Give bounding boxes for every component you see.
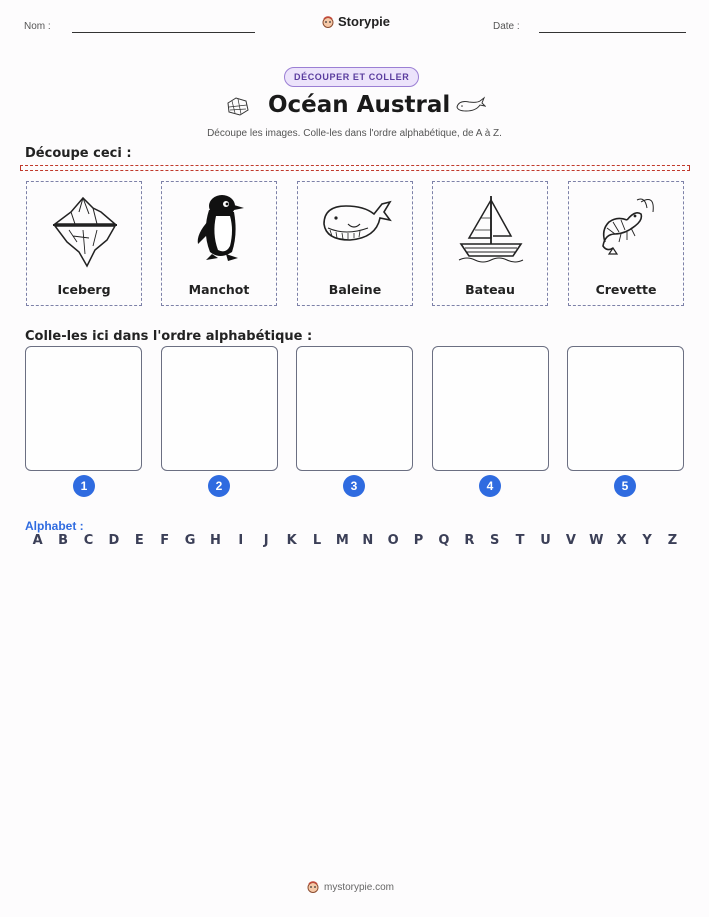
alphabet-letter: K [286,533,297,548]
footer [307,881,394,893]
activity-badge: DÉCOUPER ET COLLER [284,67,419,87]
date-line[interactable] [539,32,686,33]
shrimp-icon [591,190,663,270]
page-title: Océan Austral [268,92,451,118]
card-label: Manchot [188,282,250,297]
ice-blocks-icon [226,95,250,117]
cut-line [20,165,690,171]
number-badge: 2 [208,475,230,497]
instructions: Découpe les images. Colle-les dans l'ordre alphabétique, de A à Z. [207,128,502,139]
paste-box-3[interactable] [296,346,413,471]
card-label: Iceberg [57,282,111,297]
paste-box-2[interactable] [161,346,278,471]
alphabet-letter: Y [642,533,652,548]
small-whale-icon [454,96,486,114]
name-label: Nom : [24,21,51,32]
alphabet-letter: M [335,533,349,548]
penguin-icon [184,190,256,270]
alphabet-letter: C [83,533,94,548]
alphabet-letter: P [413,533,424,548]
alphabet-letter: U [540,533,551,548]
whale-icon [320,190,392,270]
alphabet-letter: S [490,533,500,548]
alphabet-letter: F [160,533,170,548]
sailboat-icon [455,190,527,270]
paste-box-5[interactable] [567,346,684,471]
alphabet-letter: D [108,533,120,548]
number-badge: 4 [479,475,501,497]
alphabet-letter: Z [667,533,678,548]
alphabet-letter: A [32,533,43,548]
storypie-logo-icon [322,16,334,28]
alphabet-letter: X [616,533,627,548]
cut-heading: Découpe ceci : [25,146,132,161]
card-iceberg[interactable] [26,181,142,306]
alphabet-letter: O [387,533,399,548]
alphabet-letter: V [565,533,576,548]
alphabet-letter: H [209,533,221,548]
number-badge: 3 [343,475,365,497]
brand-name: Storypie [338,14,391,29]
alphabet-letter: G [184,533,196,548]
card-bateau[interactable] [432,181,548,306]
paste-box-4[interactable] [432,346,549,471]
alphabet-letter: L [312,533,322,548]
card-label: Crevette [595,282,657,297]
paste-box-1[interactable] [25,346,142,471]
date-label: Date : [493,21,520,32]
number-badge: 5 [614,475,636,497]
alphabet-letter: T [515,533,525,548]
alphabet-letter: R [464,533,475,548]
paste-heading: Colle-les ici dans l'ordre alphabétique : [25,329,313,344]
card-label: Baleine [328,282,382,297]
card-manchot[interactable] [161,181,277,306]
number-badge: 1 [73,475,95,497]
alphabet-letter: Q [438,533,450,548]
card-crevette[interactable] [568,181,684,306]
footer-url[interactable]: mystorypie.com [324,881,395,893]
card-baleine[interactable] [297,181,413,306]
iceberg-icon [49,190,121,270]
alphabet-letter: B [58,533,69,548]
brand-logo [322,14,390,29]
alphabet-letter: E [134,533,144,548]
alphabet-letter: W [589,533,604,548]
alphabet-row [25,533,685,548]
card-label: Bateau [465,282,515,297]
name-line[interactable] [72,32,255,33]
alphabet-letter: N [362,533,374,548]
storypie-logo-icon [307,881,319,893]
alphabet-label: Alphabet : [25,519,84,533]
alphabet-letter: I [238,533,244,548]
alphabet-letter: J [263,533,269,548]
